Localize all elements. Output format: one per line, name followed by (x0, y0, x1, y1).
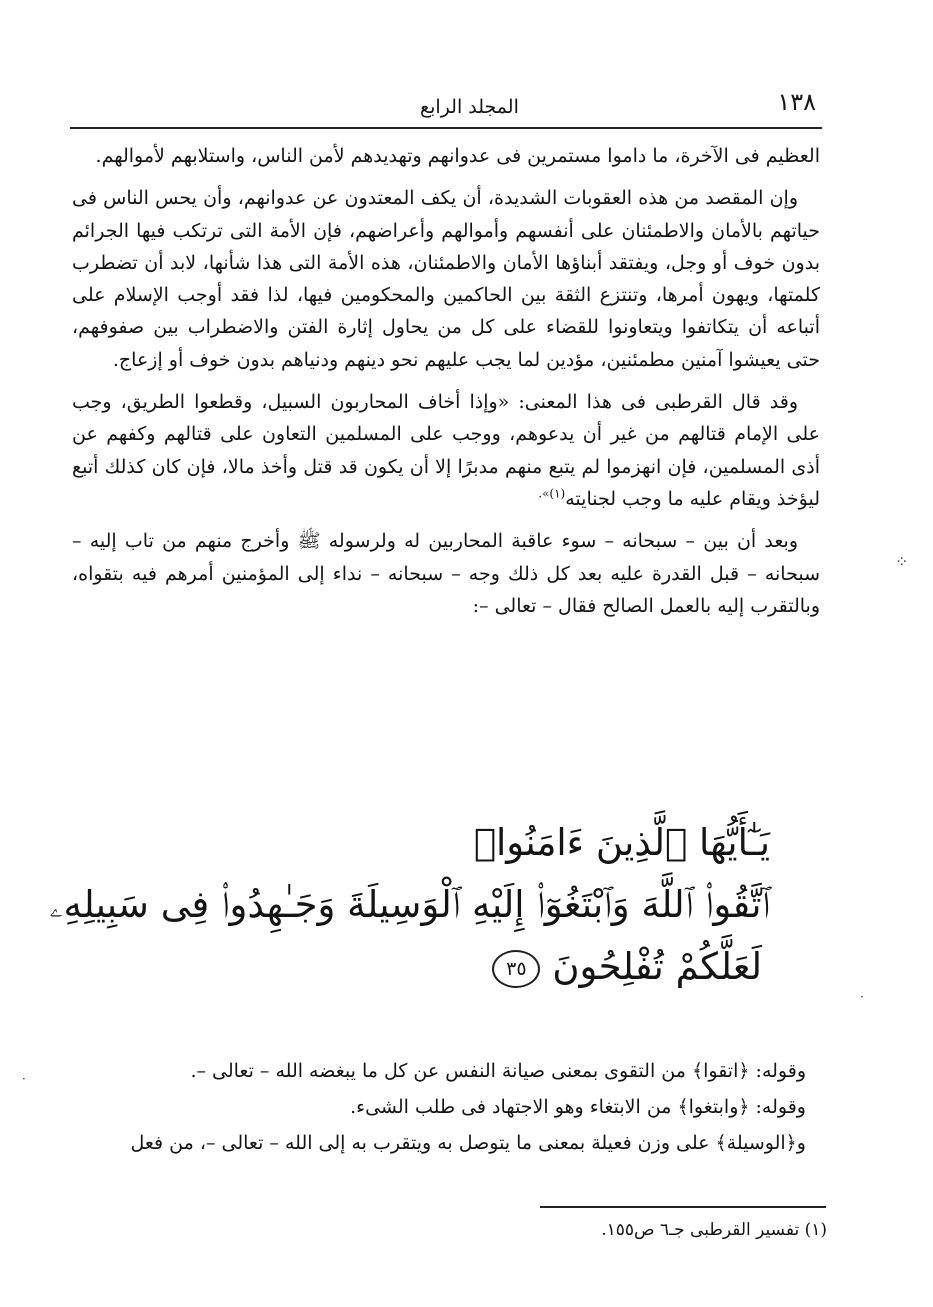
verse-line-1: يَـٰٓأَيُّهَا ٱلَّذِينَ ءَامَنُوا۟ (473, 821, 770, 864)
verse-line-3 (150, 936, 770, 998)
paragraph-purpose: وإن المقصد من هذه العقوبات الشديدة، أن يكف المعتدون عن عدوانهم، وأن يحس الناس فى حياتهم بالأمان والاطمئنان على أنفسهم وأموالهم وأعراضهم، فإن الأمة التى ترتكب فيها الجرائم بدون خوف أو وجل، ويفتقد أبناؤها الأمان والاطمئنان، هذه الأمة التى هذا شأنها، لابد أن تضطرب كلمتها، ويهون أمرها، وتنتزع الثقة بين الحاكمين والمحكومين فيها، لذا فقد أوجب الإسلام على أتباعه أن يتكاتفوا ويتعاونوا للقضاء على كل من يحاول إثارة الفتن والاضطراب بين صفوفهم، حتى يعيشوا آمنين مطمئنين، مؤدين لما يجب عليهم نحو دينهم ودنياهم بدون خوف أو إزعاج. (72, 187, 820, 371)
body-text (72, 140, 820, 632)
verse-line-2: ٱتَّقُوا۟ ٱللَّهَ وَٱبْتَغُوٓا۟ إِلَيْهِ ٱلْوَسِيلَةَ وَجَـٰهِدُوا۟ فِى سَبِيلِهِۦ (49, 883, 770, 926)
page-number: ١٣٨ (777, 88, 816, 116)
scan-speck: · (22, 1072, 26, 1086)
footnote-reference: (١)». (538, 486, 566, 501)
explanation-wasila: و﴿الوسيلة﴾ على وزن فعيلة بمعنى ما يتوصل به ويتقرب به إلى الله – تعالى –، من فعل (130, 1132, 806, 1154)
page-header (70, 84, 822, 124)
paragraph-qurtubi-quote (72, 386, 820, 515)
quote-text: وقد قال القرطبى فى هذا المعنى: «وإذا أخاف المحاربون السبيل، وقطعوا الطريق، وجب على الإمام قتالهم من غير أن يدعوهم، ووجب على المسلمين التعاون على قتالهم وكفهم عن أذى المسلمين، فإن انهزموا لم يتبع منهم مدبرًا إلا أن يكون قد قتل وأخذ مالا، فإن كان كذلك أتبع ليؤخذ ويقام عليه ما وجب لجنايته (72, 391, 820, 510)
footnote: (١) تفسير القرطبى جـ٦ ص١٥٥. (601, 1220, 827, 1240)
scan-speck: · (860, 990, 864, 1004)
word-explanations (76, 1055, 806, 1163)
quran-verse (49, 812, 770, 998)
footnote-rule (540, 1206, 826, 1208)
paragraph-continuation: العظيم فى الآخرة، ما داموا مستمرين فى عدوانهم وتهديدهم لأمن الناس، واستلابهم لأموالهم. (95, 145, 820, 167)
scan-speck: ⁘ (895, 552, 909, 571)
paragraph-transition: وبعد أن بين – سبحانه – سوء عاقبة المحاربين له ولرسوله ﷺ وأخرج منهم من تاب إليه – سبحانه – قبل القدرة عليه بعد كل ذلك وجه – سبحانه – نداء إلى المؤمنين أمرهم فيه بتقواه، وبالتقرب إليه بالعمل الصالح فقال – تعالى –: (72, 530, 820, 617)
ayah-number-marker: ٣٥ (492, 950, 540, 988)
header-rule (70, 127, 822, 129)
explanation-ittaqu: وقوله: ﴿اتقوا﴾ من التقوى بمعنى صيانة النفس عن كل ما يبغضه الله – تعالى –. (190, 1060, 806, 1082)
running-head: المجلد الرابع (420, 96, 519, 118)
verse-line-3-text: لَعَلَّكُمْ تُفْلِحُونَ (552, 945, 762, 988)
explanation-ibtaghu: وقوله: ﴿وابتغوا﴾ من الابتغاء وهو الاجتهاد فى طلب الشىء. (350, 1096, 806, 1118)
